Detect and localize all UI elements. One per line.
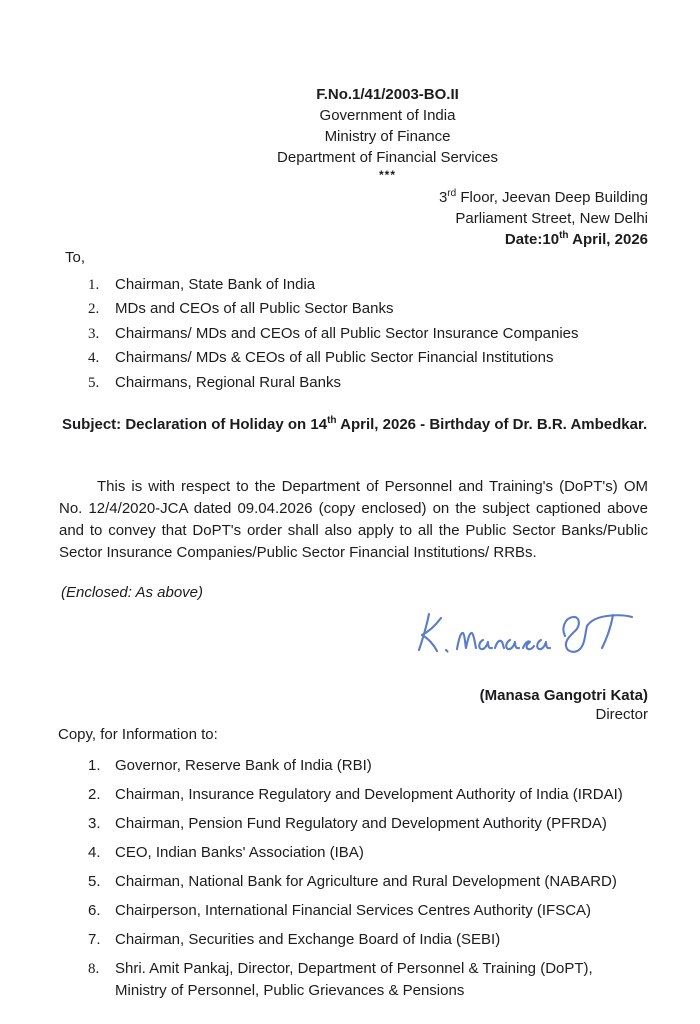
copy-text: Chairperson, International Financial Services Centres Authority (IFSCA)	[115, 902, 592, 919]
org-line-ministry: Ministry of Finance	[324, 128, 451, 145]
copy-row	[88, 784, 623, 806]
org-line-department: Department of Financial Services	[277, 149, 498, 166]
copy-heading: Copy, for Information to:	[58, 726, 218, 743]
letterhead	[75, 84, 700, 183]
address-line-2: Parliament Street, New Delhi	[455, 210, 648, 227]
recipient-list	[88, 273, 579, 395]
address-block	[439, 187, 648, 250]
list-number: 3.	[88, 325, 100, 342]
recipient-row	[88, 273, 579, 297]
signer-name: (Manasa Gangotri Kata)	[479, 687, 648, 704]
copy-row	[88, 755, 623, 777]
asterisk-separator: ***	[378, 168, 396, 182]
copy-text: Chairman, Insurance Regulatory and Development Authority of India (IRDAI)	[115, 786, 623, 803]
recipient-row	[88, 297, 579, 321]
signature-ink-icon	[413, 602, 638, 664]
signer-block	[480, 686, 648, 724]
recipient-row	[88, 371, 579, 395]
org-line-country: Government of India	[319, 107, 456, 124]
list-number: 2.	[88, 786, 101, 803]
list-number: 6.	[88, 902, 101, 919]
recipient-text: Chairmans/ MDs and CEOs of all Public Sector Insurance Companies	[115, 324, 579, 342]
list-number: 3.	[88, 815, 101, 832]
to-label: To,	[65, 249, 86, 266]
ordinal-superscript: rd	[447, 188, 457, 199]
list-number: 8.	[88, 961, 100, 977]
recipient-text: Chairmans, Regional Rural Banks	[115, 373, 341, 391]
recipient-row	[88, 322, 579, 346]
signer-title: Director	[595, 706, 648, 723]
subject-line: Subject: Declaration of Holiday on 14th April, 2026 - Birthday of Dr. B.R. Ambedkar.	[62, 415, 648, 433]
signature-handwriting	[413, 602, 638, 664]
copy-row	[88, 929, 623, 951]
copy-row	[88, 813, 623, 835]
recipient-text: Chairman, State Bank of India	[115, 276, 316, 293]
date-line: Date:10th April, 2026	[504, 230, 648, 248]
ordinal-superscript: th	[559, 230, 569, 241]
enclosure-note: (Enclosed: As above)	[61, 584, 204, 601]
copy-row	[88, 871, 623, 893]
file-number: F.No.1/41/2003-BO.II	[316, 86, 459, 103]
recipient-row	[88, 346, 579, 370]
recipient-text: MDs and CEOs of all Public Sector Banks	[115, 300, 394, 318]
list-number: 4.	[88, 350, 100, 367]
body-paragraph: This is with respect to the Department of Personnel and Training's (DoPT's) OM No. 12/4/2020-JCA dated 09.04.2026 (copy enclosed) on the subject captioned above and to convey that DoPT's order shall also apply to all the Public Sector Banks/Public Sector Insurance Companies/Public Sector Financial Institutions/ RRBs.	[59, 478, 648, 561]
list-number: 1.	[88, 277, 100, 293]
copy-text: Chairman, Securities and Exchange Board of India (SEBI)	[115, 931, 501, 948]
recipient-text: Chairmans/ MDs & CEOs of all Public Sector Financial Institutions	[115, 349, 554, 367]
copy-text: Governor, Reserve Bank of India (RBI)	[115, 757, 372, 774]
list-number: 4.	[88, 844, 101, 861]
copy-list	[88, 755, 623, 1009]
subject-label: Subject:	[62, 416, 126, 433]
list-number: 5.	[88, 374, 100, 391]
copy-text: Chairman, National Bank for Agriculture and Rural Development (NABARD)	[115, 873, 617, 890]
copy-text: CEO, Indian Banks' Association (IBA)	[115, 844, 364, 861]
ordinal-superscript: th	[327, 415, 337, 426]
list-number: 5.	[88, 873, 101, 890]
copy-row	[88, 958, 623, 1002]
address-line-1: 3rd Floor, Jeevan Deep Building	[438, 188, 648, 206]
copy-text: Shri. Amit Pankaj, Director, Department of Personnel & Training (DoPT), Ministry of Personnel, Public Grievances & Pensions	[115, 960, 593, 999]
list-number: 2.	[88, 301, 100, 318]
copy-text: Chairman, Pension Fund Regulatory and Development Authority (PFRDA)	[115, 815, 607, 832]
list-number: 7.	[88, 931, 101, 948]
list-number: 1.	[88, 757, 101, 774]
copy-row	[88, 900, 623, 922]
copy-row	[88, 842, 623, 864]
